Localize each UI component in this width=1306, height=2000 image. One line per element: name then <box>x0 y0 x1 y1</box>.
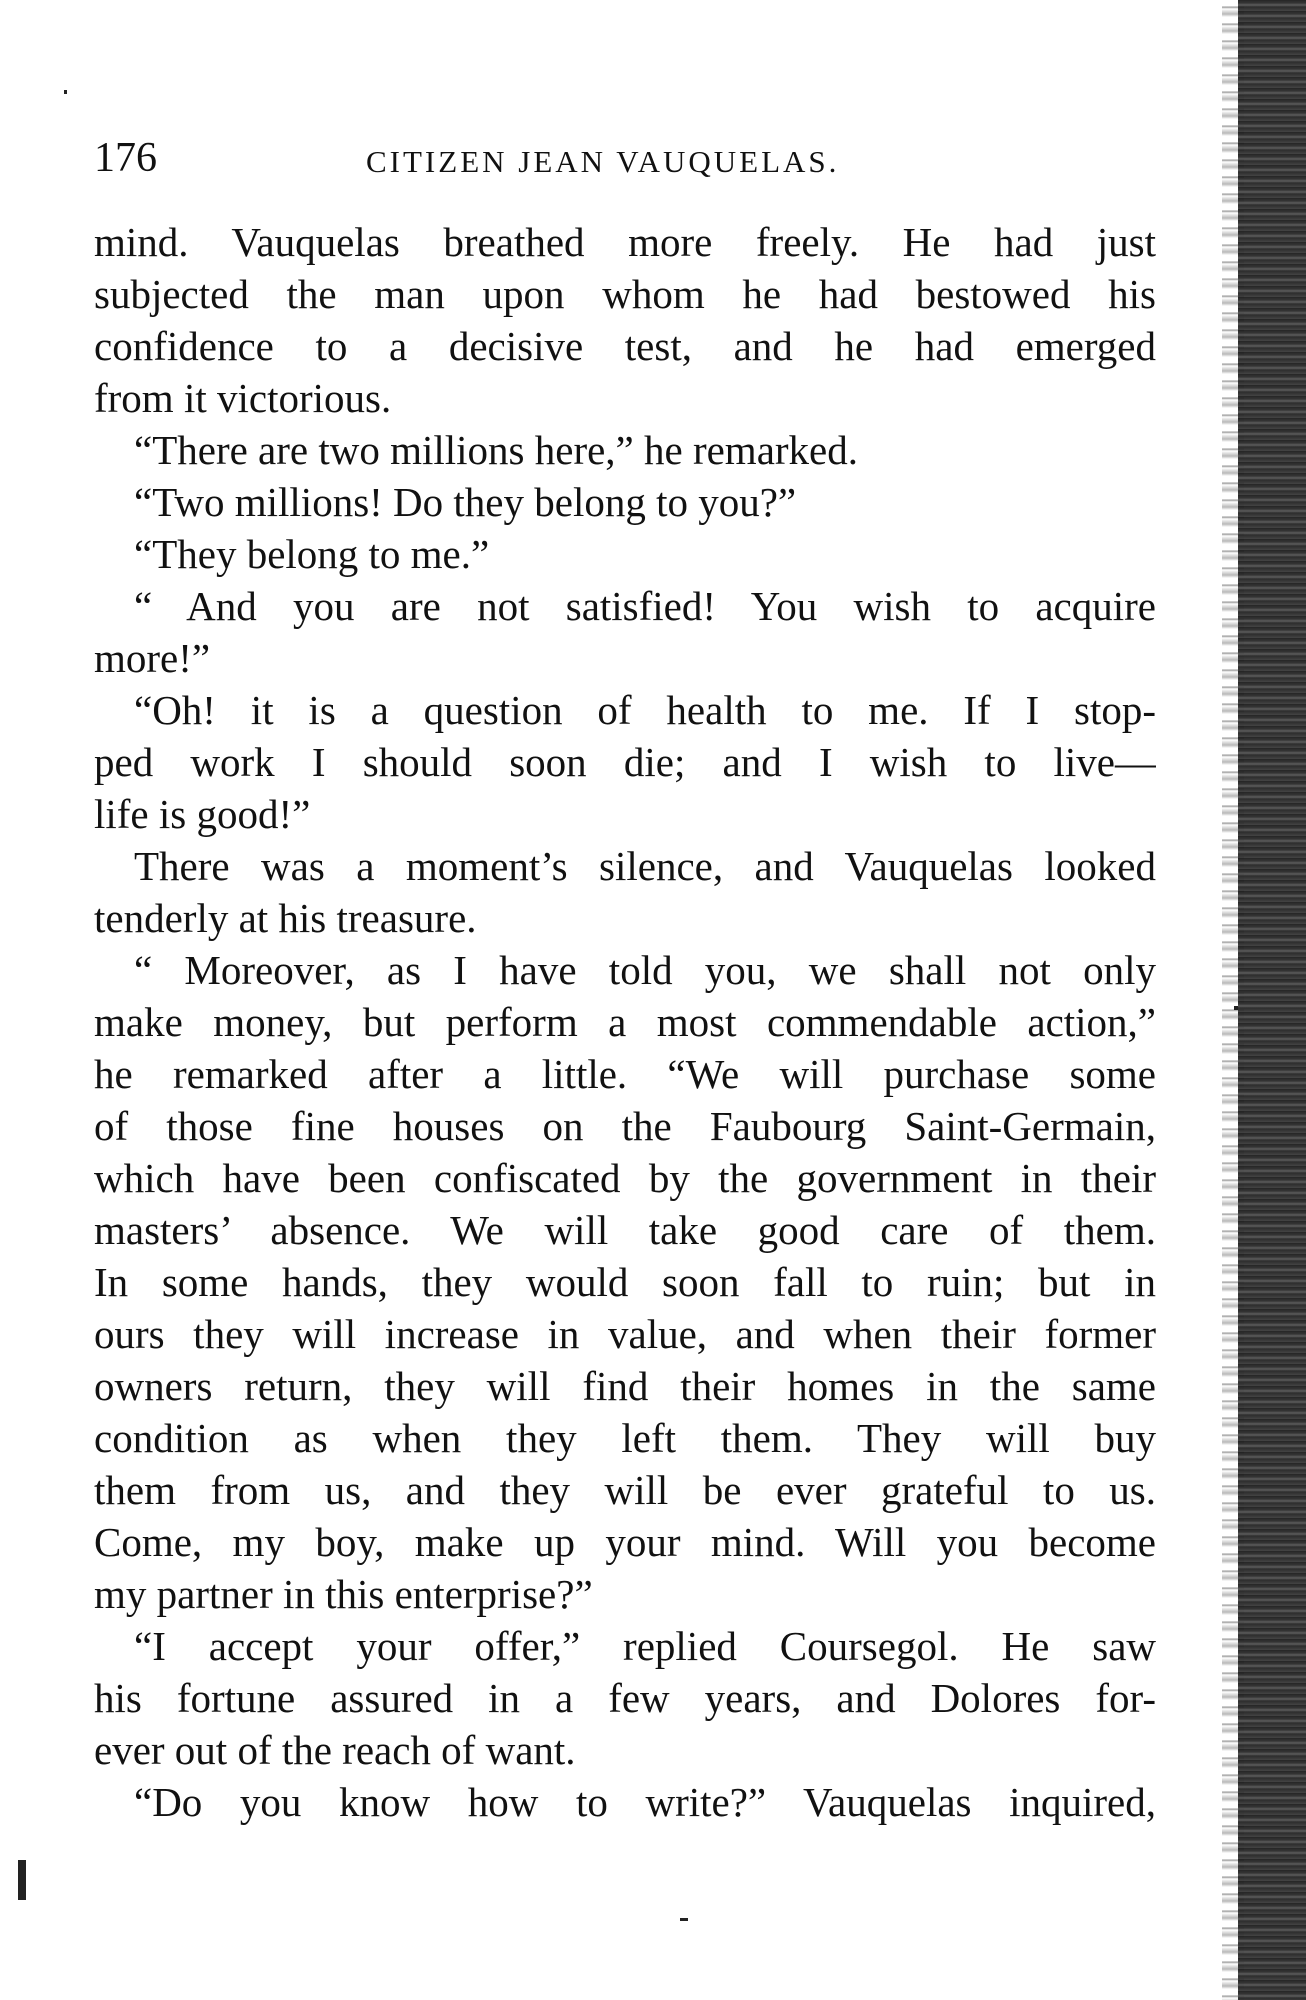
text-line: life is good!” <box>94 791 311 837</box>
text-line: “I accept your offer,” replied Coursegol. He saw <box>134 1623 1156 1669</box>
text-line: which have been confiscated by the government in their <box>94 1155 1156 1201</box>
text-line: subjected the man upon whom he had bestowed his <box>94 271 1156 317</box>
text-line: his fortune assured in a few years, and Dolores for- <box>94 1675 1156 1721</box>
text-line: confidence to a decisive test, and he had emerged <box>94 323 1156 369</box>
text-line: my partner in this enterprise?” <box>94 1571 593 1617</box>
text-line: “Oh! it is a question of health to me. If I stop- <box>134 687 1156 733</box>
print-speck <box>64 90 67 94</box>
text-line: “Do you know how to write?” Vauquelas inquired, <box>134 1779 1156 1825</box>
text-line: There was a moment’s silence, and Vauquelas looked <box>134 843 1156 889</box>
text-line: masters’ absence. We will take good care of them. <box>94 1207 1156 1253</box>
body-text <box>94 216 1156 1828</box>
text-line: ped work I should soon die; and I wish to live— <box>94 739 1156 785</box>
text-line: Come, my boy, make up your mind. Will you become <box>94 1519 1156 1565</box>
text-line: “Two millions! Do they belong to you?” <box>134 479 797 525</box>
print-speck <box>1234 1006 1238 1010</box>
page-number: 176 <box>94 135 157 181</box>
text-line: he remarked after a little. “We will purchase some <box>94 1051 1156 1097</box>
text-line: In some hands, they would soon fall to ruin; but in <box>94 1259 1156 1305</box>
text-line: condition as when they left them. They will buy <box>94 1415 1156 1461</box>
running-title: CITIZEN JEAN VAUQUELAS. <box>366 144 840 179</box>
text-line: ours they will increase in value, and when their former <box>94 1311 1156 1357</box>
text-line: them from us, and they will be ever grateful to us. <box>94 1467 1156 1513</box>
running-head <box>94 128 1158 188</box>
text-line: “There are two millions here,” he remarked. <box>134 427 858 473</box>
text-line: more!” <box>94 635 211 681</box>
text-line: tenderly at his treasure. <box>94 895 477 941</box>
book-binding-edge <box>1238 0 1306 2000</box>
text-line: mind. Vauquelas breathed more freely. He had just <box>94 219 1156 265</box>
text-line: “They belong to me.” <box>134 531 490 577</box>
text-line: of those fine houses on the Faubourg Saint-Germain, <box>94 1103 1156 1149</box>
print-speck <box>680 1918 688 1921</box>
text-line: “ Moreover, as I have told you, we shall not only <box>134 947 1156 993</box>
text-line: from it victorious. <box>94 375 392 421</box>
text-line: owners return, they will find their homes in the same <box>94 1363 1156 1409</box>
text-line: ever out of the reach of want. <box>94 1727 576 1773</box>
text-line: “ And you are not satisfied! You wish to acquire <box>134 583 1156 629</box>
text-line: make money, but perform a most commendable action,” <box>94 999 1156 1045</box>
print-speck <box>18 1860 26 1900</box>
